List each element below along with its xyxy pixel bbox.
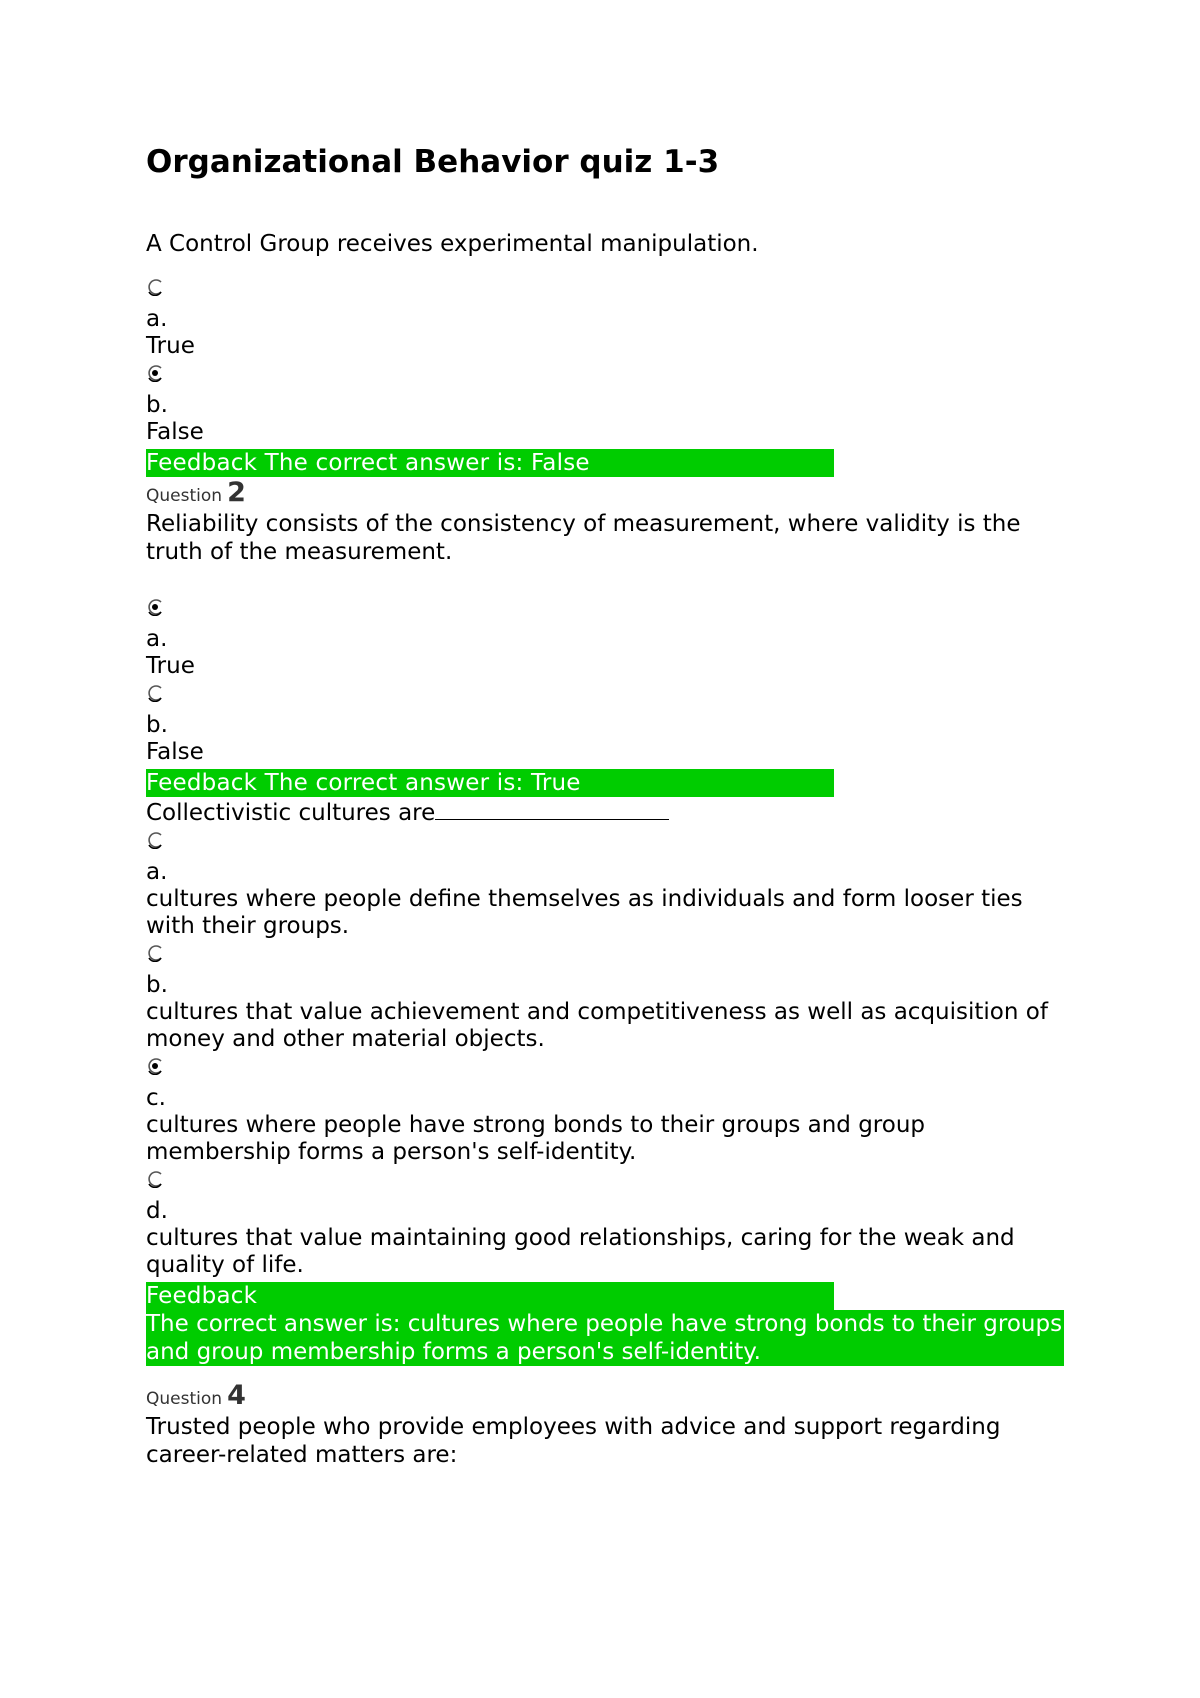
option-text: cultures where people define themselves as individuals and form looser ties with their groups. (146, 886, 1023, 939)
option-letter: a. (146, 859, 168, 885)
question-label-number: 4 (227, 1380, 246, 1411)
radio-q3-b[interactable] (146, 944, 164, 962)
feedback-q3-heading: Feedback (146, 1282, 834, 1310)
question-4-text: Trusted people who provide employees with advice and support regarding career-related matters are: (146, 1414, 1001, 1468)
option-letter: c. (146, 1085, 166, 1111)
radio-selected-icon (146, 364, 164, 382)
option-letter: a. (146, 626, 168, 652)
question-2-label (146, 479, 1076, 510)
option-text: True (146, 653, 195, 679)
question-label-word: Question (146, 486, 223, 506)
option-letter: b. (146, 972, 168, 998)
option-text: cultures that value maintaining good relationships, caring for the weak and quality of life. (146, 1225, 1015, 1278)
document-title: Organizational Behavior quiz 1-3 (146, 144, 720, 180)
document-page (146, 142, 1076, 1469)
question-4 (146, 1382, 1076, 1469)
radio-q2-a[interactable] (146, 598, 164, 616)
feedback-q2: Feedback The correct answer is: True (146, 769, 834, 797)
question-3-text (146, 797, 1076, 827)
radio-unselected-icon (146, 831, 164, 849)
radio-unselected-icon (146, 278, 164, 296)
radio-q3-a[interactable] (146, 831, 164, 849)
radio-q3-c[interactable] (146, 1057, 164, 1075)
fill-in-blank (435, 797, 669, 820)
option-letter: a. (146, 306, 168, 332)
question-label-word: Question (146, 1389, 223, 1409)
option-text: True (146, 333, 195, 359)
question-3-prompt: Collectivistic cultures are (146, 800, 436, 826)
radio-unselected-icon (146, 1170, 164, 1188)
option-letter: d. (146, 1198, 168, 1224)
radio-selected-icon (146, 598, 164, 616)
question-2 (146, 479, 1076, 797)
option-text: False (146, 419, 204, 445)
radio-q3-d[interactable] (146, 1170, 164, 1188)
radio-unselected-icon (146, 684, 164, 702)
question-label-number: 2 (227, 477, 246, 508)
feedback-q3-body: The correct answer is: cultures where people have strong bonds to their groups and group membership forms a person's self-identity. (146, 1311, 1063, 1365)
question-3 (146, 797, 1076, 1366)
option-text: cultures where people have strong bonds to their groups and group membership forms a person's self-identity. (146, 1112, 926, 1165)
option-text: cultures that value achievement and competitiveness as well as acquisition of money and other material objects. (146, 999, 1048, 1052)
question-1-text: A Control Group receives experimental manipulation. (146, 231, 759, 257)
radio-selected-icon (146, 1057, 164, 1075)
question-4-label (146, 1382, 1076, 1413)
radio-unselected-icon (146, 944, 164, 962)
feedback-q1: Feedback The correct answer is: False (146, 449, 834, 477)
radio-q1-b[interactable] (146, 364, 164, 382)
radio-q1-a[interactable] (146, 278, 164, 296)
question-2-text: Reliability consists of the consistency of measurement, where validity is the truth of the measurement. (146, 511, 1021, 565)
option-letter: b. (146, 712, 168, 738)
question-1 (146, 230, 1076, 477)
radio-q2-b[interactable] (146, 684, 164, 702)
option-text: False (146, 739, 204, 765)
option-letter: b. (146, 392, 168, 418)
